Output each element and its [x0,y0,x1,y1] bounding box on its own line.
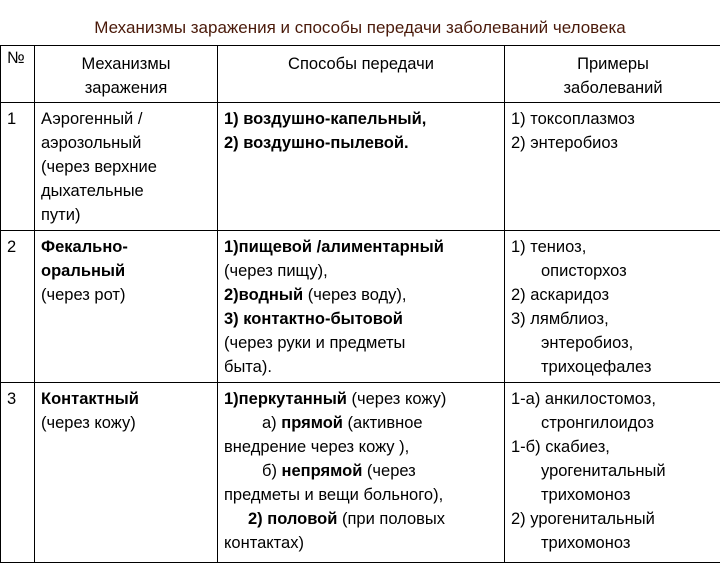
example-line: 2) аскаридоз [511,283,717,307]
example-line: 2) энтеробиоз [511,131,717,155]
mechanism-line: Фекально- [41,235,213,259]
way-line: контактах) [224,531,500,555]
ways-cell [218,383,505,563]
way-line: предметы и вещи больного), [224,483,500,507]
mechanism-cell [35,103,218,231]
row-number: 3 [1,383,35,563]
example-line: описторхоз [511,259,717,283]
way-line: 1)пищевой /алиментарный [224,235,500,259]
way-line: 2)водный (через воду), [224,283,500,307]
way-line: 3) контактно-бытовой [224,307,500,331]
way-line: быта). [224,355,500,379]
way-line: (через пищу), [224,259,500,283]
mechanism-line: оральный [41,259,213,283]
mechanism-cell [35,383,218,563]
header-mechanisms-line1: Механизмы [35,52,217,76]
diseases-table [0,45,720,563]
header-ways-label: Способы передачи [218,52,504,76]
mechanism-line: (через рот) [41,283,213,307]
table-row [1,231,720,383]
way-line: б) непрямой (через [224,459,500,483]
way-line: 1)перкутанный (через кожу) [224,387,500,411]
way-line: 2) половой (при половых [224,507,500,531]
mechanism-cell [35,231,218,383]
example-line: 1) токсоплазмоз [511,107,717,131]
way-line: 2) воздушно-пылевой. [224,131,500,155]
examples-cell [505,383,720,563]
mechanism-line: (через кожу) [41,411,213,435]
mechanism-line: пути) [41,203,213,227]
way-line: 1) воздушно-капельный, [224,107,500,131]
mechanism-line: Контактный [41,387,213,411]
header-number: № [1,46,35,103]
mechanism-line: (через верхние [41,155,213,179]
mechanism-line: аэрозольный [41,131,213,155]
table-header-row [1,46,720,103]
example-line: энтеробиоз, [511,331,717,355]
mechanism-line: Аэрогенный / [41,107,213,131]
table-row [1,383,720,563]
table-row [1,103,720,231]
header-examples-line2: заболеваний [505,76,720,100]
way-line: а) прямой (активное [224,411,500,435]
example-line: трихомоноз [511,531,717,555]
example-line: 3) лямблиоз, [511,307,717,331]
example-line: 1-а) анкилостомоз, [511,387,717,411]
header-mechanisms-line2: заражения [35,76,217,100]
header-examples [505,46,720,103]
example-line: стронгилоидоз [511,411,717,435]
row-number: 2 [1,231,35,383]
example-line: урогенитальный [511,459,717,483]
ways-cell [218,103,505,231]
examples-cell [505,103,720,231]
example-line: 1) тениоз, [511,235,717,259]
example-line: трихомоноз [511,483,717,507]
examples-cell [505,231,720,383]
header-examples-line1: Примеры [505,52,720,76]
mechanism-line: дыхательные [41,179,213,203]
example-line: 2) урогенитальный [511,507,717,531]
row-number: 1 [1,103,35,231]
page-title: Механизмы заражения и способы передачи заболеваний человека [0,18,720,38]
header-ways [218,46,505,103]
way-line: внедрение через кожу ), [224,435,500,459]
header-mechanisms [35,46,218,103]
example-line: 1-б) скабиез, [511,435,717,459]
ways-cell [218,231,505,383]
example-line: трихоцефалез [511,355,717,379]
way-line: (через руки и предметы [224,331,500,355]
